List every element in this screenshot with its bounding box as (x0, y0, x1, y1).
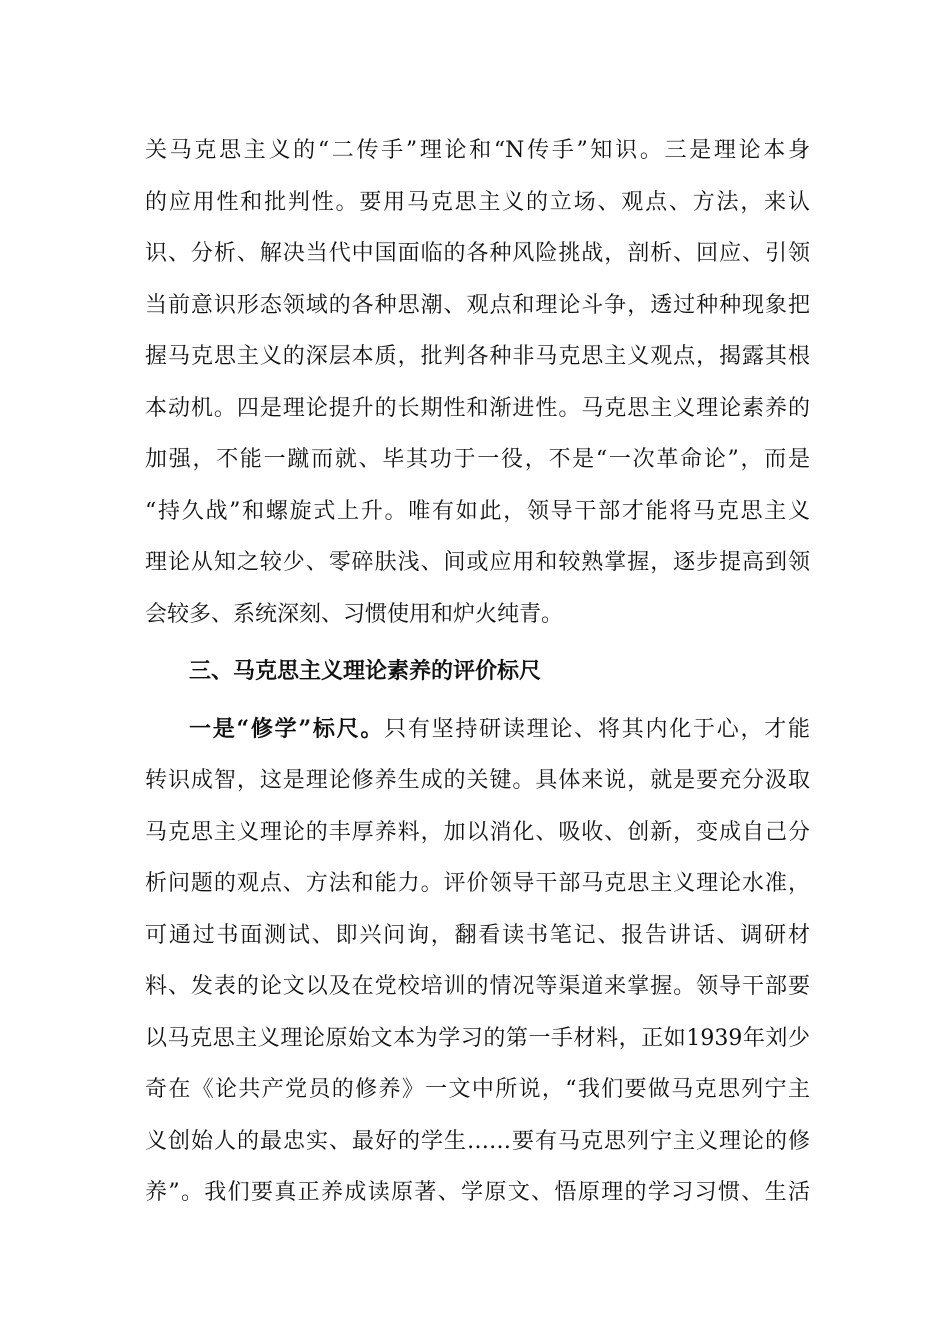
text-line: 识、分析、解决当代中国面临的各种风险挑战，剖析、回应、引领 (145, 241, 810, 266)
text-line: 义创始人的最忠实、最好的学生……要有马克思列宁主义理论的修 (145, 1128, 810, 1154)
text-line: 可通过书面测试、即兴问询，翻看读书笔记、报告讲话、调研材 (145, 922, 810, 948)
lead-bold-phrase: 一是“修学”标尺。 (189, 715, 385, 742)
text-line: 握马克思主义的深层本质，批判各种非马克思主义观点，揭露其根 (145, 344, 810, 369)
paragraph-continuation (145, 125, 810, 640)
lead-line-text: 只有坚持研读理论、将其内化于心，才能 (384, 716, 810, 742)
text-line: 当前意识形态领域的各种思潮、观点和理论斗争，透过种种现象把 (145, 292, 810, 318)
text-line: 以马克思主义理论原始文本为学习的第一手材料，正如1939年刘少 (145, 1025, 810, 1051)
section-heading: 三、马克思主义理论素养的评价标尺 (189, 658, 542, 684)
paragraph-study-standard (145, 704, 810, 1219)
text-line: 养”。我们要真正养成读原著、学原文、悟原理的学习习惯、生活 (145, 1180, 810, 1205)
text-line: 加强，不能一蹴而就、毕其功于一役，不是“一次革命论”，而是 (145, 447, 810, 472)
text-line: 理论从知之较少、零碎肤浅、间或应用和较熟掌握，逐步提高到领 (145, 550, 810, 575)
text-line: 会较多、系统深刻、习惯使用和炉火纯青。 (145, 601, 564, 627)
text-line: 析问题的观点、方法和能力。评价领导干部马克思主义理论水准， (145, 871, 810, 896)
text-line: 料、发表的论文以及在党校培训的情况等渠道来掌握。领导干部要 (145, 974, 810, 999)
text-line-first (145, 704, 810, 756)
document-body (145, 125, 810, 1219)
text-line: 关马克思主义的“二传手”理论和“N传手”知识。三是理论本身 (145, 138, 810, 163)
text-line: 的应用性和批判性。要用马克思主义的立场、观点、方法，来认 (145, 189, 810, 215)
text-line: 转识成智，这是理论修养生成的关键。具体来说，就是要充分汲取 (145, 768, 810, 793)
text-line: 马克思主义理论的丰厚养料，加以消化、吸收、创新，变成自己分 (145, 819, 810, 845)
text-line: “持久战”和螺旋式上升。唯有如此，领导干部才能将马克思主义 (145, 498, 810, 524)
text-line: 本动机。四是理论提升的长期性和渐进性。马克思主义理论素养的 (145, 395, 810, 421)
text-line: 奇在《论共产党员的修养》一文中所说，“我们要做马克思列宁主 (145, 1077, 810, 1102)
